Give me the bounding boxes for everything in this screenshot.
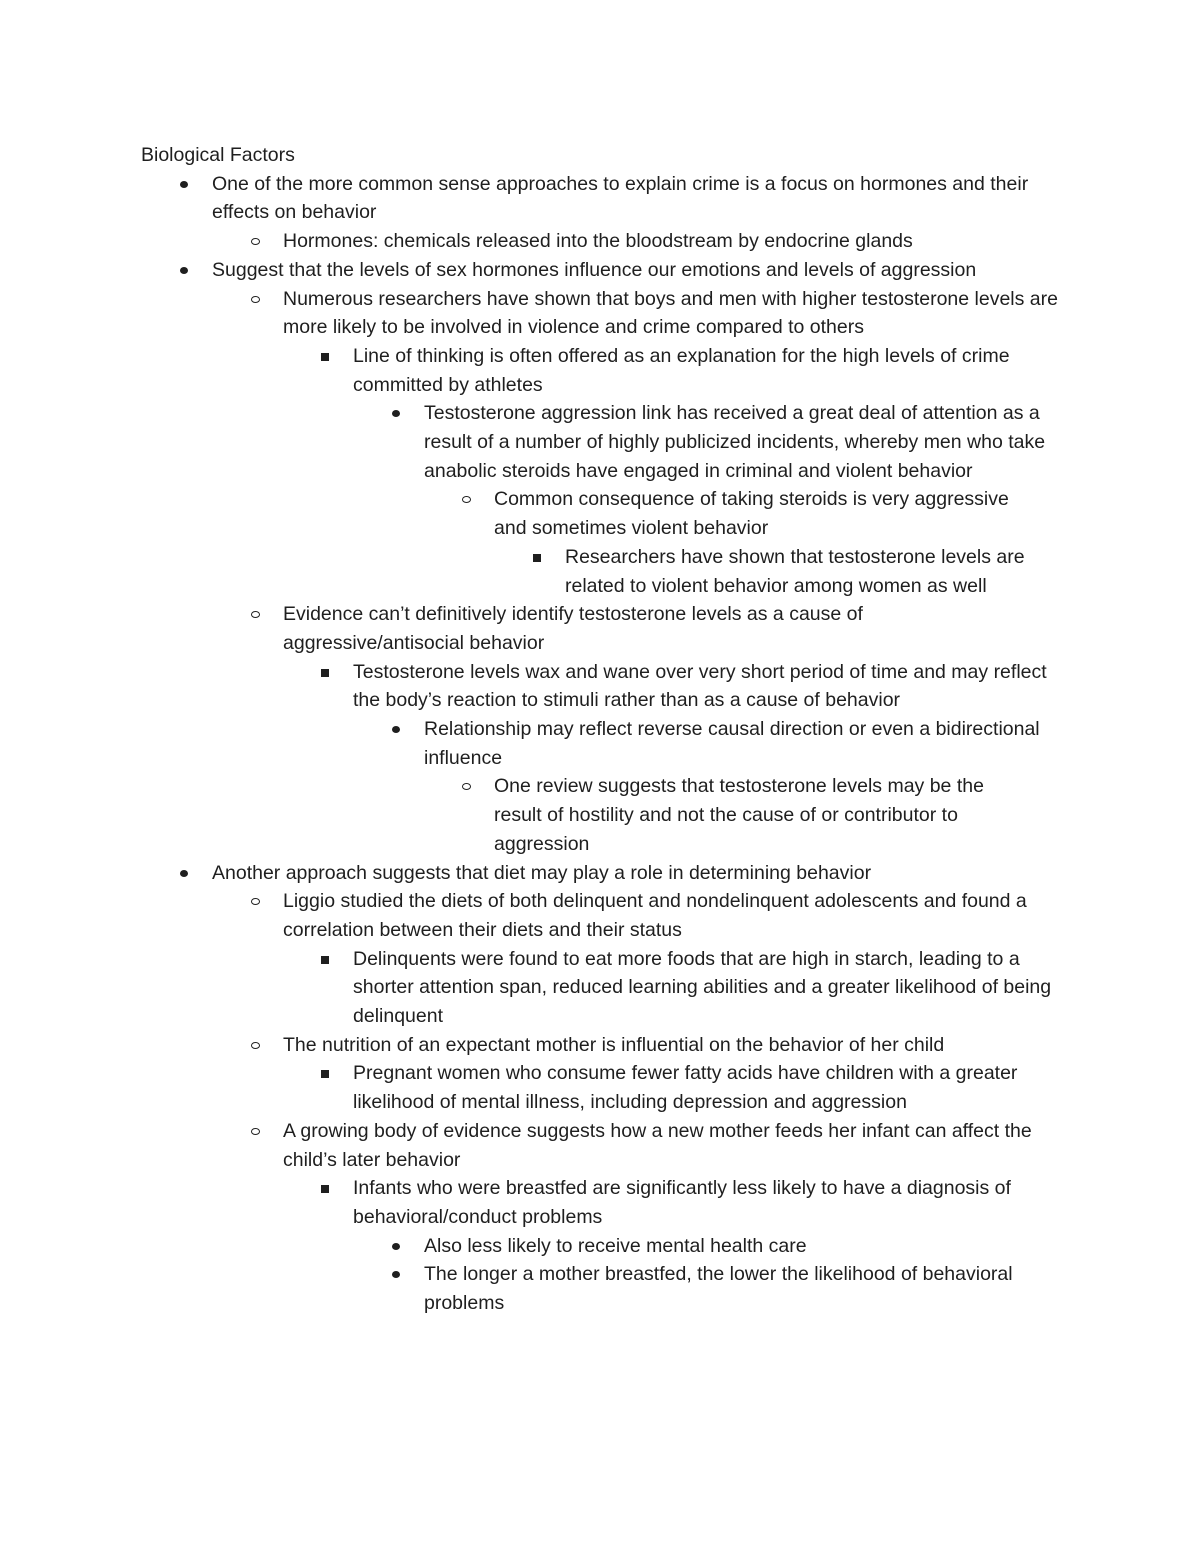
list-item-text: Delinquents were found to eat more foods that are high in starch, leading to a shorter attention span, reduced learning abilities and a greater likelihood of being delinquent	[353, 947, 1052, 1028]
list-item-text: Liggio studied the diets of both delinquent and nondelinquent adolescents and found a correlation between their diets and their status	[283, 890, 1027, 941]
hollow-circle-bullet-icon	[458, 485, 474, 514]
hollow-circle-bullet-icon	[247, 600, 263, 629]
list-item-text: Pregnant women who consume fewer fatty acids have children with a greater likelihood of mental illness, including depression and aggression	[353, 1062, 1018, 1114]
hollow-circle-bullet-icon	[458, 772, 474, 801]
list-item-text: One review suggests that testosterone levels may be the result of hostility and not the cause of or contributor to aggression	[494, 775, 984, 855]
list-item	[0, 658, 1063, 715]
list-item-text: Line of thinking is often offered as an explanation for the high levels of crime committed by athletes	[353, 344, 1010, 396]
list-item	[0, 887, 1063, 944]
list-item	[0, 342, 1063, 399]
list-item-text: One of the more common sense approaches to explain crime is a focus on hormones and their effects on behavior	[212, 172, 1029, 224]
list-item	[0, 227, 1063, 256]
list-item	[0, 399, 1064, 485]
list-item	[0, 285, 1103, 342]
filled-circle-bullet-icon	[388, 1232, 404, 1261]
list-item-text: Researchers have shown that testosterone levels are related to violent behavior among women as well	[565, 545, 1025, 597]
square-bullet-icon	[317, 1174, 333, 1203]
list-item	[0, 1174, 1063, 1231]
list-item-text: Also less likely to receive mental health care	[424, 1234, 807, 1257]
list-item-text: Suggest that the levels of sex hormones influence our emotions and levels of aggression	[212, 258, 977, 281]
hollow-circle-bullet-icon	[247, 1117, 263, 1146]
square-bullet-icon	[317, 658, 333, 687]
list-item	[0, 715, 1064, 772]
list-item-text: The nutrition of an expectant mother is influential on the behavior of her child	[283, 1033, 945, 1056]
list-item	[0, 1260, 1064, 1317]
list-item	[0, 1031, 1063, 1060]
filled-circle-bullet-icon	[388, 1260, 404, 1289]
list-item	[0, 600, 923, 657]
hollow-circle-bullet-icon	[247, 887, 263, 916]
square-bullet-icon	[317, 1059, 333, 1088]
filled-circle-bullet-icon	[388, 715, 404, 744]
list-item-text: Another approach suggests that diet may play a role in determining behavior	[212, 861, 872, 884]
list-item-text: Hormones: chemicals released into the bloodstream by endocrine glands	[283, 230, 913, 253]
list-item-text: Evidence can’t definitively identify testosterone levels as a cause of aggressive/antisocial behavior	[283, 603, 863, 654]
list-item-text: Testosterone levels wax and wane over very short period of time and may reflect the body’s reaction to stimuli rather than as a cause of behavior	[353, 660, 1047, 712]
list-item	[0, 170, 1058, 227]
list-item	[0, 945, 1063, 1031]
list-item-text: A growing body of evidence suggests how a new mother feeds her infant can affect the child’s later behavior	[283, 1119, 1032, 1171]
hollow-circle-bullet-icon	[247, 285, 263, 314]
list-item-text: Infants who were breastfed are significantly less likely to have a diagnosis of behavioral/conduct problems	[353, 1177, 1011, 1228]
square-bullet-icon	[317, 342, 333, 371]
list-item	[0, 543, 1045, 600]
list-item	[0, 485, 1014, 542]
filled-circle-bullet-icon	[176, 256, 192, 285]
square-bullet-icon	[529, 543, 545, 572]
list-item	[0, 1059, 1063, 1116]
filled-circle-bullet-icon	[388, 399, 404, 428]
list-item-text: Common consequence of taking steroids is very aggressive and sometimes violent behavior	[494, 488, 1009, 540]
list-item	[0, 772, 1014, 858]
list-item	[0, 1232, 1064, 1261]
hollow-circle-bullet-icon	[247, 1031, 263, 1060]
list-item-text: The longer a mother breastfed, the lower the likelihood of behavioral problems	[424, 1263, 1013, 1315]
list-item	[0, 256, 1058, 285]
square-bullet-icon	[317, 945, 333, 974]
list-item	[0, 859, 1058, 888]
list-item-text: Relationship may reflect reverse causal direction or even a bidirectional influence	[424, 718, 1040, 769]
filled-circle-bullet-icon	[176, 859, 192, 888]
list-item-text: Testosterone aggression link has received a great deal of attention as a result of a number of highly publicized incidents, whereby men who take anabolic steroids have engaged in criminal and violent behavior	[424, 402, 1046, 482]
outline-list	[0, 170, 1200, 1318]
hollow-circle-bullet-icon	[247, 227, 263, 256]
document-title: Biological Factors	[141, 144, 295, 166]
list-item-text: Numerous researchers have shown that boys and men with higher testosterone levels are more likely to be involved in violence and crime compared to others	[283, 287, 1058, 339]
list-item	[0, 1117, 1063, 1174]
filled-circle-bullet-icon	[176, 170, 192, 199]
